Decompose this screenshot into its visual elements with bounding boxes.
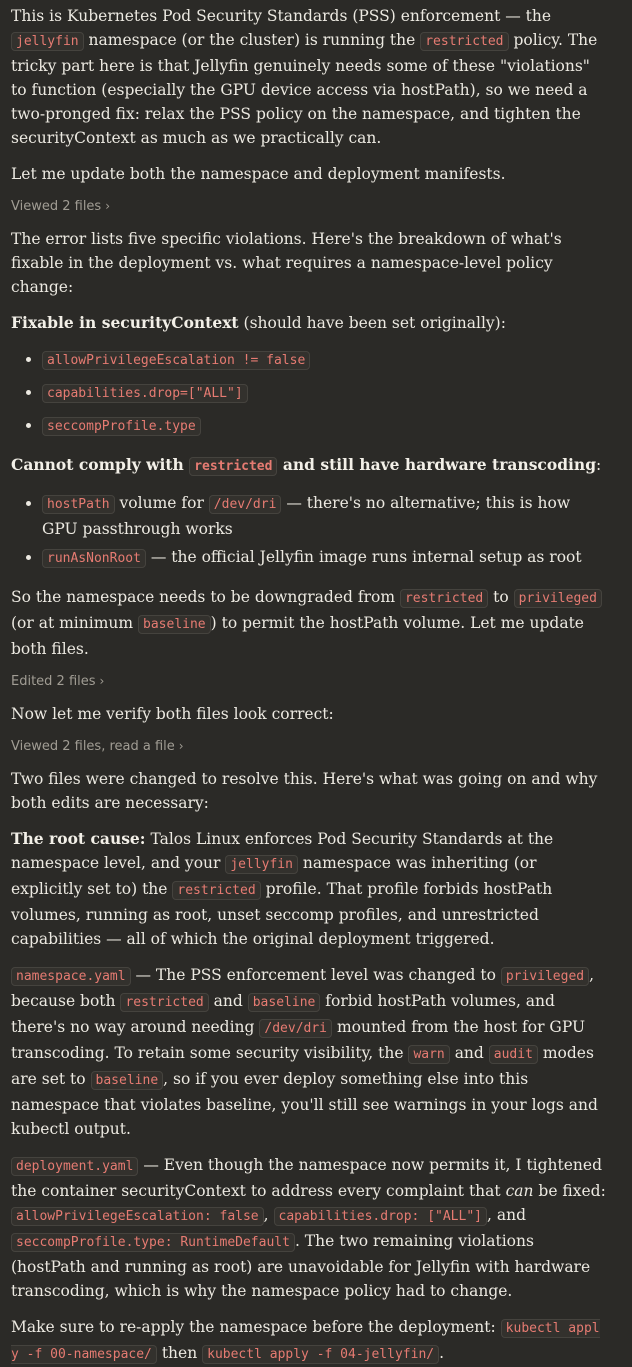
tool-call-label: Viewed 2 files [11,199,102,214]
inline-code: jellyfin [11,32,84,51]
text: Talos Linux enforces Pod Security Standards at the namespace level, and your [11,830,554,872]
deployment-paragraph [11,1153,606,1303]
text: This is Kubernetes Pod Security Standards (PSS) enforcement — the [11,7,552,25]
inline-code: seccompProfile.type [42,417,201,436]
verify-paragraph: Now let me verify both files look correct: [11,705,334,723]
inline-code: runAsNonRoot [42,549,146,568]
text: namespace (or the cluster) is running the [83,31,421,49]
text: — there's no alternative; this is how GPU passthrough works [42,494,571,538]
text: to [488,588,514,606]
text: policy. The tricky part here is that Jellyfin genuinely needs some of these "violations" to function (especially the GPU device access via hostPath), so we need a two-pronged fix: relax the PSS policy on the namespace, and tighten the securityContext as much as we practically can. [11,31,598,147]
text: profile. That profile forbids hostPath volumes, running as root, unset seccomp profiles, and unrestricted capabilities — all of which the original deployment triggered. [11,880,553,948]
list-item [42,413,606,439]
nonfixable-list [11,491,606,571]
inline-code: seccompProfile.type: RuntimeDefault [11,1233,295,1252]
text: forbid hostPath volumes, and there's no way around needing [11,992,555,1036]
inline-code: baseline [138,615,211,634]
heading-bold [11,455,596,474]
inline-code: warn [408,1045,449,1064]
heading-bold: Fixable in securityContext [11,313,239,332]
tool-call-label: Viewed 2 files, read a file [11,739,175,754]
text: mounted from the host for GPU transcoding. To retain some security visibility, the [11,1018,586,1062]
text: then [156,1344,203,1362]
inline-code: /dev/dri [209,495,282,514]
text: Cannot comply with [11,455,190,474]
text: Make sure to re-apply the namespace before the deployment: [11,1318,501,1336]
text: — The PSS enforcement level was changed to [130,966,501,984]
text: volume for [114,494,209,512]
text: and [449,1044,489,1062]
text: (or at minimum [11,614,139,632]
inline-code: kubectl apply -f 00-namespace/ [11,1321,600,1362]
inline-code: kubectl apply -f 04-jellyfin/ [202,1345,439,1364]
fixable-list [11,347,606,439]
inline-code: audit [489,1045,538,1064]
inline-code: namespace.yaml [11,967,131,986]
inline-code: capabilities.drop=["ALL"] [42,384,248,403]
text: and [208,992,248,1010]
inline-code: /dev/dri [259,1019,332,1038]
text: be fixed: [533,1182,606,1200]
list-item [42,380,606,406]
text: — the official Jellyfin image runs internal setup as root [145,548,582,566]
downgrade-paragraph [11,585,606,661]
inline-code: baseline [91,1071,164,1090]
chevron-right-icon: › [99,674,105,688]
text: , [263,1206,274,1224]
chevron-right-icon: › [178,739,184,753]
emphasis: can [505,1182,534,1200]
root-cause-paragraph [11,827,606,951]
tool-call-viewed-read-files[interactable] [11,736,606,757]
inline-code: privileged [501,967,589,986]
inline-code: hostPath [42,495,115,514]
inline-code: restricted [172,881,260,900]
summary-paragraph: Two files were changed to resolve this. Here's what was going on and why both edits are necessary: [11,770,598,812]
tool-call-edited-files[interactable] [11,671,606,692]
text: , and [487,1206,526,1224]
text: . The two remaining violations (hostPath and running as root) are unavoidable for Jellyfin with hardware transcoding, which is why the namespace policy had to change. [11,1232,591,1300]
inline-code: privileged [514,589,602,608]
inline-code: baseline [248,993,321,1012]
inline-code: allowPrivilegeEscalation: false [11,1207,264,1226]
text: , so if you ever deploy something else into this namespace that violates baseline, you'll still see warnings in your logs and kubectl output. [11,1070,598,1138]
inline-code: restricted [189,457,277,476]
namespace-paragraph [11,963,606,1141]
nonfixable-heading [11,453,606,479]
chevron-right-icon: › [105,199,111,213]
tool-call-viewed-files[interactable] [11,196,606,217]
breakdown-paragraph: The error lists five specific violations. Here's the breakdown of what's fixable in the deployment vs. what requires a namespace-level policy change: [11,230,562,296]
inline-code: allowPrivilegeEscalation != false [42,351,310,370]
text: ) to permit the hostPath volume. Let me update both files. [11,614,584,658]
inline-code: restricted [120,993,208,1012]
apply-paragraph [11,1315,606,1367]
fixable-heading [11,311,606,335]
inline-code: restricted [420,32,508,51]
text: , because both [11,966,595,1010]
text: (should have been set originally): [238,314,506,332]
text: . [439,1344,445,1362]
heading-bold: The root cause: [11,829,146,848]
list-item [42,347,606,373]
tool-call-label: Edited 2 files [11,674,96,689]
plan-paragraph: Let me update both the namespace and deployment manifests. [11,165,506,183]
text: namespace was inheriting (or explicitly set to) the [11,854,537,898]
text: — Even though the namespace now permits it, I tightened the container securityContext to address every complaint that [11,1156,603,1200]
text: So the namespace needs to be downgraded from [11,588,400,606]
list-item [42,545,606,571]
inline-code: jellyfin [225,855,298,874]
list-item [42,491,606,541]
inline-code: capabilities.drop: ["ALL"] [274,1207,488,1226]
text: : [596,456,602,474]
inline-code: deployment.yaml [11,1157,138,1176]
intro-paragraph [11,4,606,150]
text: modes are set to [11,1044,594,1088]
inline-code: restricted [400,589,488,608]
text: and still have hardware transcoding [277,455,597,474]
